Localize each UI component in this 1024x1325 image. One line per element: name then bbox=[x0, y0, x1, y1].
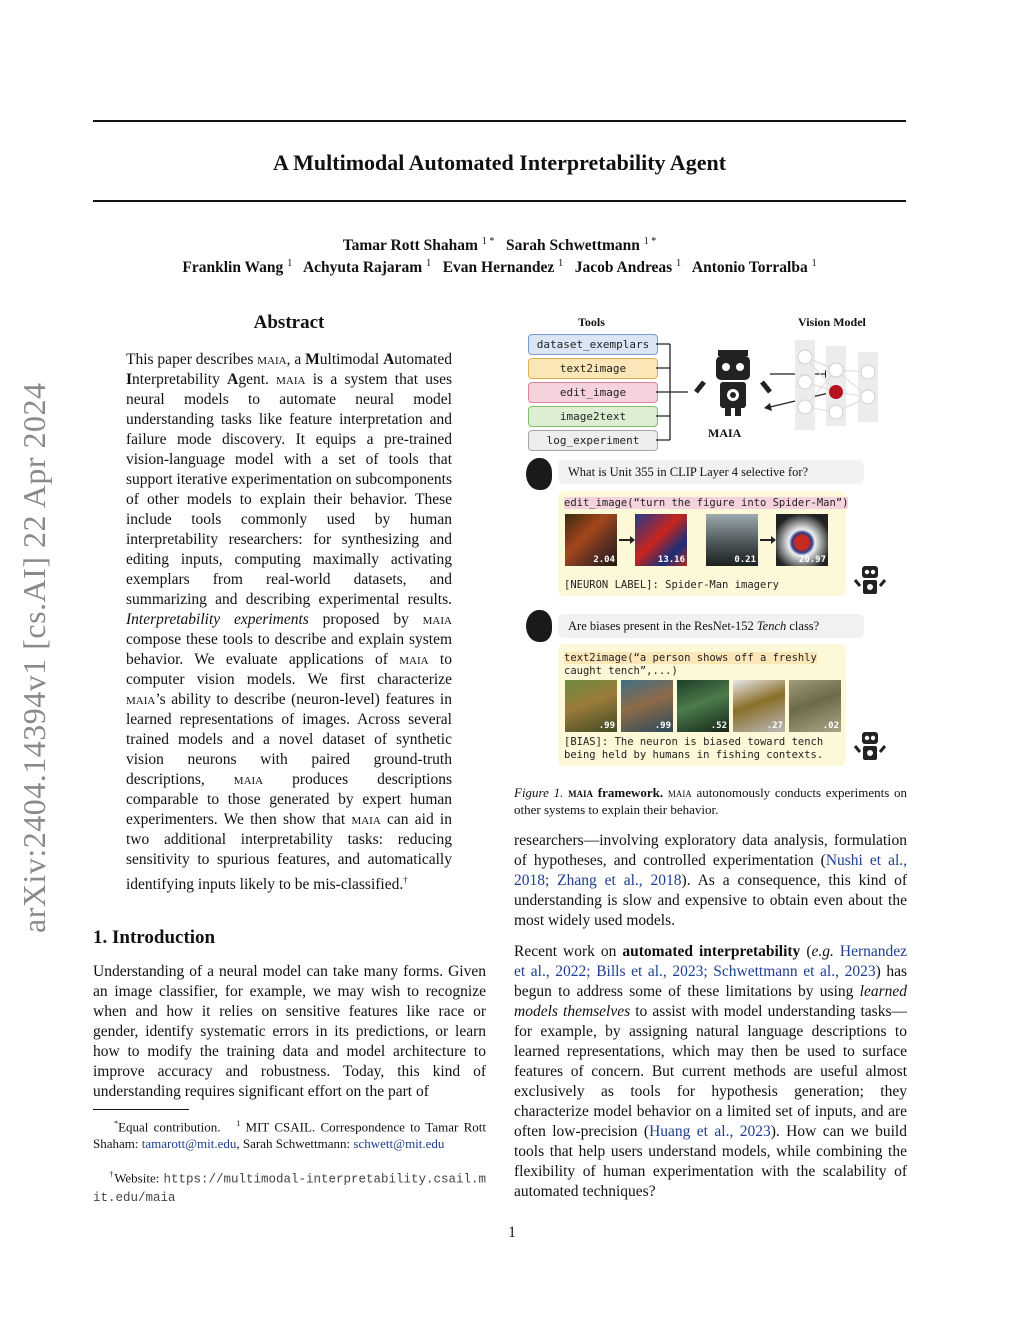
author-affil: 1 * bbox=[643, 236, 657, 247]
top-rule bbox=[93, 120, 906, 122]
footnote-website: †Website: https://multimodal-interpretability.csail.mit.edu/maia bbox=[93, 1170, 486, 1206]
arxiv-stamp: arXiv:2404.14394v1 [cs.AI] 22 Apr 2024 bbox=[16, 382, 52, 933]
authors-line-1 bbox=[93, 236, 906, 255]
figure-1 bbox=[520, 312, 906, 780]
right-paragraph-2: Recent work on automated interpretability (e.g. Hernandez et al., 2022; Bills et al., 2023; Schwettmann et al., 2023) has begun to address some of these limitations by using learned models themselves to assist with model understanding tasks—for example, by assigning natural language descriptions to learned representations, which may then be used to surface features of concern. But current methods are useful almost exclusively as tools for hypothesis generation; they characterize model behavior on a limited set of inputs, and are often low-precision (Huang et al., 2023). How can we build tools that help users understand models, while combining the flexibility of human experimentation with the scalability of automated techniques? bbox=[514, 943, 907, 1200]
user-head-icon bbox=[526, 610, 552, 642]
class-probability: .99 bbox=[654, 721, 671, 731]
tool-log-experiment: log_experiment bbox=[528, 430, 658, 451]
right-paragraph-1: researchers—involving exploratory data analysis, formulation of hypotheses, and controlled experimentation (Nushi et al., 2018; Zhang et al., 2018). As a consequence, this kind of understanding is slow and expensive to obtain even about the most widely used models. bbox=[514, 832, 908, 929]
robot-icon bbox=[852, 730, 892, 766]
abstract-heading: Abstract bbox=[253, 312, 325, 333]
author: Jacob Andreas bbox=[574, 259, 673, 277]
author: Achyuta Rajaram bbox=[302, 259, 423, 277]
author-affil: 1 bbox=[811, 258, 817, 269]
experiment-2 bbox=[558, 644, 846, 766]
email-link[interactable]: tamarott@mit.edu bbox=[141, 1136, 237, 1152]
neuron-label-result: [NEURON LABEL]: Spider-Man imagery bbox=[564, 579, 779, 591]
edit-image-call: edit_image(“turn the figure into Spider-Man”) bbox=[564, 497, 849, 509]
selected-neuron bbox=[829, 385, 843, 399]
author: Sarah Schwettmann bbox=[505, 237, 640, 255]
website-link[interactable]: https://multimodal-interpretability.csail.mit.edu/maia bbox=[93, 1172, 486, 1206]
citation-link[interactable]: Nushi et al., 2018; Zhang et al., 2018 bbox=[514, 852, 908, 889]
generated-image bbox=[789, 680, 841, 732]
generated-image bbox=[621, 680, 673, 732]
class-probability: .02 bbox=[822, 721, 839, 731]
text2image-call: text2image(“a person shows off a freshly bbox=[564, 652, 817, 664]
section-heading-introduction: 1. Introduction bbox=[93, 927, 216, 948]
author-affil: 1 bbox=[558, 258, 564, 269]
arrow-head-icon bbox=[764, 403, 772, 411]
robot-icon bbox=[696, 350, 770, 416]
author-affil: 1 bbox=[287, 258, 293, 269]
author: Tamar Rott Shaham bbox=[342, 237, 478, 255]
author: Antonio Torralba bbox=[691, 259, 808, 277]
footnote-rule bbox=[93, 1109, 189, 1110]
author-affil: 1 * bbox=[481, 236, 495, 247]
generated-image bbox=[733, 680, 785, 732]
paper-title: A Multimodal Automated Interpretability Agent bbox=[272, 150, 727, 175]
tool-text2image: text2image bbox=[528, 358, 658, 379]
tool-image2text: image2text bbox=[528, 406, 658, 427]
bias-result-cont: being held by humans in fishing contexts. bbox=[564, 749, 824, 761]
user-head-icon bbox=[526, 458, 552, 490]
arrow-right-icon bbox=[771, 536, 776, 544]
page-number: 1 bbox=[508, 1224, 516, 1241]
authors-line-2 bbox=[93, 258, 906, 277]
vision-model-heading: Vision Model bbox=[798, 315, 866, 329]
text2image-call-cont: caught tench”,...) bbox=[564, 665, 678, 677]
citation-link[interactable]: Huang et al., 2023 bbox=[649, 1123, 771, 1140]
bias-result: [BIAS]: The neuron is biased toward tench bbox=[564, 736, 824, 748]
class-probability: .27 bbox=[766, 721, 783, 731]
abstract-body: This paper describes maia, a Multimodal Automated Interpretability Agent. maia is a system that uses neural models to automate neural model understanding tasks like feature interpretation and failure mode discovery. It equips a pre-trained vision-language model with a set of tools that support iterative experimentation on subcomponents of other models to explain their behavior. These include tools commonly used by human interpretability researchers: for synthesizing and editing inputs, computing maximally activating exemplars from real-world datasets, and summarizing and describing experimental results. Interpretability experiments proposed by maia compose these tools to describe and explain system behavior. We evaluate applications of maia to computer vision models. We first characterize maia’s ability to describe (neuron-level) features in learned representations of images. Across several trained models and a novel dataset of synthetic vision neurons with paired ground-truth descriptions, maia produces descriptions comparable to those generated by expert human experimenters. We then show that maia can aid in two additional interpretability tasks: reducing sensitivity to spurious features, and automatically identifying inputs likely to be mis-classified.† bbox=[126, 351, 453, 894]
footnote-affiliation: *Equal contribution. $^1$ MIT CSAIL. Correspondence to Tamar Rott Shaham: tamarott@mit.edu, Sarah Schwettmann: schwett@mit.edu bbox=[93, 1119, 486, 1152]
arrow-right-icon bbox=[630, 536, 635, 544]
author: Franklin Wang bbox=[182, 259, 284, 277]
citation-link[interactable]: Hernandez et al., 2022; Bills et al., 2023; Schwettmann et al., 2023 bbox=[514, 943, 907, 980]
introduction-paragraph: Understanding of a neural model can take many forms. Given an image classifier, for example, we may wish to recognize when and how it relies on sensitive features like race or gender, identify systematic errors in its predictions, or learn how to modify the training data and model architecture to improve accuracy and robustness. Today, this kind of understanding requires significant effort on the part of bbox=[93, 963, 486, 1100]
tool-edit-image: edit_image bbox=[528, 382, 658, 403]
tool-dataset-exemplars: dataset_exemplars bbox=[528, 334, 658, 355]
activation-score: 20.97 bbox=[798, 555, 826, 565]
tools-heading: Tools bbox=[578, 315, 605, 329]
robot-icon bbox=[852, 564, 892, 600]
experiment-1 bbox=[558, 491, 849, 596]
class-probability: .52 bbox=[710, 721, 727, 731]
activation-score: 2.04 bbox=[593, 555, 615, 565]
maia-label: MAIA bbox=[708, 426, 742, 440]
question-2: Are biases present in the ResNet-152 Tench class? bbox=[558, 614, 864, 638]
neural-network-icon bbox=[795, 340, 878, 430]
activation-score: 13.16 bbox=[657, 555, 685, 565]
activation-score: 0.21 bbox=[734, 555, 756, 565]
author-affil: 1 bbox=[426, 258, 432, 269]
author: Evan Hernandez bbox=[442, 259, 555, 277]
generated-image bbox=[677, 680, 729, 732]
generated-image bbox=[565, 680, 617, 732]
class-probability: .99 bbox=[598, 721, 615, 731]
email-link[interactable]: schwett@mit.edu bbox=[353, 1136, 445, 1152]
figure-caption: Figure 1. maia framework. maia autonomously conducts experiments on other systems to explain their behavior. bbox=[514, 785, 908, 817]
author-affil: 1 bbox=[676, 258, 682, 269]
question-1: What is Unit 355 in CLIP Layer 4 selective for? bbox=[558, 460, 864, 484]
title-bottom-rule bbox=[93, 200, 906, 202]
